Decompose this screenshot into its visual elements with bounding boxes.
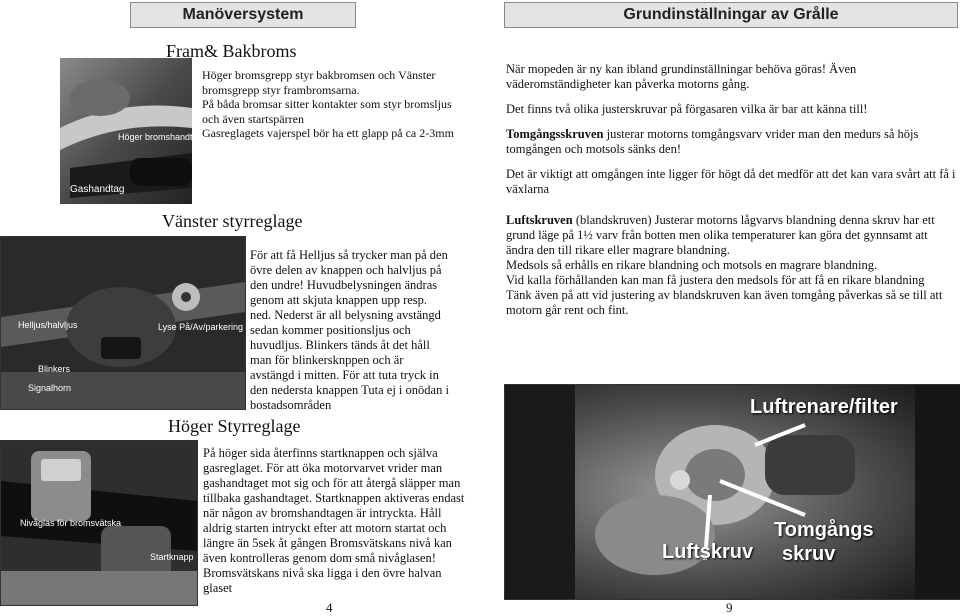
idle-screw-label-1: Tomgångs (774, 519, 874, 541)
idle-screw-label-2: skruv (782, 543, 836, 565)
brake-handle-photo (60, 58, 192, 204)
level-glass-label: Nivåglas för bromsvätska (20, 518, 122, 528)
left-page-number: 4 (326, 600, 333, 615)
air-screw-label: Luftskruv (662, 541, 754, 563)
right-page (492, 0, 960, 616)
paragraph-air-screw: Luftskruven (blandskruven) Justerar motorns lågvarvs blandning denna skruv har ett grund läge på 1½ varv från botten men olika temperaturer kan göra det gynnsamt att ändra den till rikare eller magrare blandning. (506, 213, 935, 257)
section-right-control-heading: Höger Styrreglage (168, 416, 301, 436)
paragraph-gear: Det är viktigt att omgången inte ligger för högt då det medför att det kan vara svårt att få i växlarna (506, 167, 956, 196)
section-left-control-heading: Vänster styrreglage (162, 211, 303, 231)
paragraph-cold: Vid kalla förhållanden kan man få justera den medsols för att få en rikare blandning (506, 273, 925, 287)
section-right-control-text: På höger sida återfinns startknappen och själva gasreglaget. För att öka motorvarvet vrider man gashandtaget mot sig och för att återgå släpper man tillbaka gashandtaget. Startknappen aktiveras endast när någon av bromshandtagen är intryckta. Håll aldrig starten intryckt efter att motorn startat och längre än 5sek åt gången Bromsvätskans nivå kan även kontrolleras genom dom små nivåglasen! Bromsvätskans nivå ska ligga i den övre halvan glaset (203, 446, 465, 595)
light-switch-label: Lyse På/Av/parkering (158, 322, 244, 332)
start-button-label: Startknapp (150, 552, 194, 562)
section-left-control-text: För att få Helljus så trycker man på den övre delen av knappen och halvljus på den undre! Huvudbelysningen ändras genom att skjuta knappen upp resp. ned. Nederst är all belysning avstängd sedan kommer positionsljus och huvudljus. Blinkers tänds åt det håll man för blinkersknppen och är avstängd i mitten. För att tuta tryck in den nedersta knappen Tuta ej i onödan i bostadsområden (250, 248, 449, 412)
section-brakes-heading: Fram& Bakbroms (166, 41, 297, 61)
paragraph-richer: Medsols så erhålls en rikare blandning och motsols en magrare blandning. (506, 258, 878, 272)
paragraph-screws: Det finns två olika justerskruvar på förgasaren vilka är bar att känna till! (506, 102, 868, 116)
brake-label: Höger bromshandtag (bakbroms) (118, 132, 251, 142)
right-page-header: Grundinställningar av Grålle (504, 2, 958, 28)
gas-label: Gashandtag (70, 184, 125, 195)
section-brakes-text: Höger bromsgrepp styr bakbromsen och Vänster bromsgrepp styr frambromsarna. På båda bromsar sitter kontakter som styr bromsljus och även startspärren Gasreglagets vajerspel bör ha ett glapp på ca 2-3mm (202, 68, 454, 140)
paragraph-idle: Tomgångsskruven justerar motorns tomgångsvarv vrider man den medurs så höjs tomgången och motsols sänks den! (506, 127, 919, 156)
paragraph-tip: Tänk även på att vid justering av blandskruven kan även tomgång påverkas så se till att motorn går rent och fint. (506, 288, 943, 317)
horn-label: Signalhorn (28, 383, 72, 393)
right-page-number: 9 (726, 600, 733, 615)
highbeam-label: Helljus/halvljus (18, 320, 78, 330)
air-filter-label: Luftrenare/filter (750, 396, 898, 418)
right-page-body (506, 62, 958, 318)
paragraph-intro: När mopeden är ny kan ibland grundinställningar behöva göras! Även väderomständigheter kan påverka motorns gång. (506, 62, 857, 91)
blinkers-label: Blinkers (38, 364, 71, 374)
left-page-header: Manöversystem (130, 2, 356, 28)
